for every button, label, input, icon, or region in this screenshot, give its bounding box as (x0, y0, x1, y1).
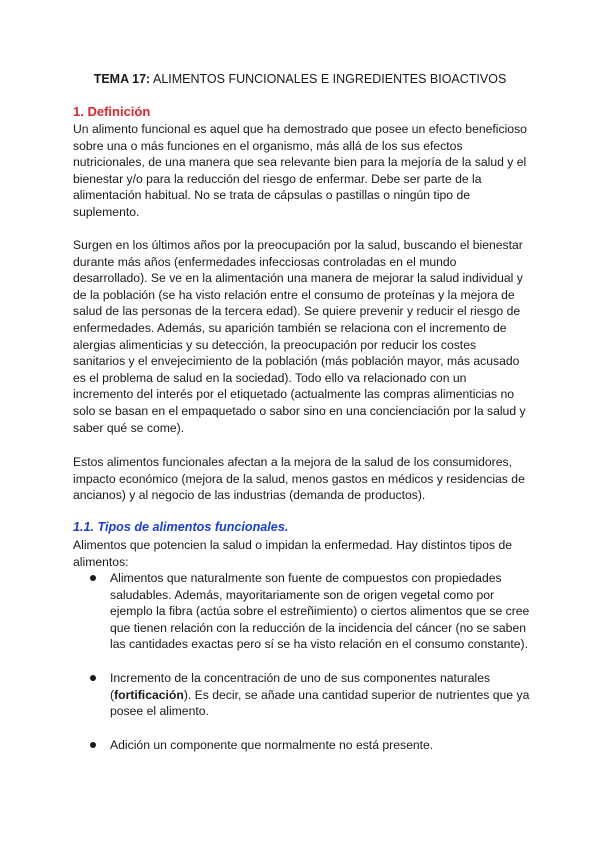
paragraph-tipos-intro (73, 537, 533, 570)
text-line: Un alimento funcional es aquel que ha demostrado que posee un efecto beneficioso (73, 122, 527, 136)
section-heading-definicion: 1. Definición (73, 104, 151, 119)
text-line: sobre una o más funciones en el organismo, más allá de los sus efectos (73, 138, 463, 153)
text-line: Estos alimentos funcionales afectan a la mejora de la salud de los consumidores, (73, 455, 512, 469)
title-prefix: TEMA 17: (93, 72, 151, 86)
text-line: nutricionales, de una manera que sea relevante bien para la mejoría de la salud y el (73, 155, 527, 170)
bullet-icon (90, 675, 96, 681)
text-line: alimentos: (73, 554, 129, 569)
text-line: Adición un componente que normalmente no está presente. (110, 738, 434, 752)
bullet-icon (90, 742, 96, 748)
text-line: ejemplo la fibra (actúa sobre el estreñimiento) o ciertos alimentos que se cree (110, 604, 530, 619)
text-line: alimentación habitual. No se trata de cápsulas o pastillas o ningún tipo de (73, 188, 471, 203)
text-line: durante más años (enfermedades infecciosas controladas en el mundo (73, 254, 457, 269)
title-text: ALIMENTOS FUNCIONALES E INGREDIENTES BIOACTIVOS (150, 72, 507, 86)
text-line: bienestar y/o para la reducción del riesgo de enfermar. Debe ser parte de la (73, 171, 482, 186)
text-line: Surgen en los últimos años por la preocupación por la salud, buscando el bienestar (73, 238, 523, 252)
text-line: solo se basan en el empaquetado o sabor sino en una concienciación por la salud y (73, 403, 526, 418)
text-line: salud de las personas de la tercera edad). Se quiere prevenir y reducir el riesgo de (73, 304, 521, 319)
text-line: saludables. Además, mayoritariamente son de origen vegetal como por (110, 587, 495, 602)
page-title (0, 72, 600, 86)
list-item-text (110, 737, 540, 754)
text-line (110, 687, 540, 704)
text-line: Alimentos que naturalmente son fuente de compuestos con propiedades (110, 571, 502, 585)
text-line: es el problema de salud en la sociedad). Todo ello va relacionado con un (73, 370, 467, 385)
text-fragment: ). Es decir, se añade una cantidad superior de nutrientes que ya (183, 687, 530, 702)
text-line: Incremento de la concentración de uno de sus componentes naturales (110, 671, 491, 685)
text-line: ancianos) y al negocio de las industrias (demanda de productos). (73, 488, 426, 503)
bullet-icon (90, 575, 96, 581)
text-line: que tienen relación con la reducción de la incidencia del cáncer (no se saben (110, 620, 526, 635)
paragraph-definition (73, 121, 533, 221)
paren-open: ( (110, 687, 115, 702)
paragraph-origin (73, 237, 533, 436)
list-item-text (110, 670, 540, 720)
text-line: Alimentos que potencien la salud o impidan la enfermedad. Hay distintos tipos de (73, 538, 513, 552)
text-line: incremento del interés por el etiquetado (actualmente las compras alimenticias no (73, 387, 515, 402)
text-line: impacto económico (mejora de la salud, menos gastos en médicos y residencias de (73, 471, 525, 486)
text-line: desarrollado). Se ve en la alimentación una manera de mejorar la salud individual y (73, 271, 523, 286)
text-line: suplemento. (73, 204, 140, 219)
text-line: posee el alimento. (110, 704, 209, 719)
list-item-text (110, 570, 540, 653)
text-line: sanitarios y el envejecimiento de la población (más población mayor, más acusado (73, 354, 520, 369)
text-line: enfermedades. Además, su aparición también se relaciona con el incremento de (73, 320, 507, 335)
term-fortificacion: fortificación (114, 687, 184, 702)
subsection-heading-tipos: 1.1. Tipos de alimentos funcionales. (73, 520, 289, 534)
text-line: las cantidades exactas pero sí se ha visto relación en el consumo constante). (110, 637, 528, 652)
paragraph-impact (73, 454, 533, 504)
text-line: de la población (se ha visto relación entre el consumo de proteínas y la mejora de (73, 287, 515, 302)
text-line: alergias alimenticias y su detección, la preocupación por reducir los costes (73, 337, 477, 352)
text-line: saber qué se come). (73, 420, 185, 435)
